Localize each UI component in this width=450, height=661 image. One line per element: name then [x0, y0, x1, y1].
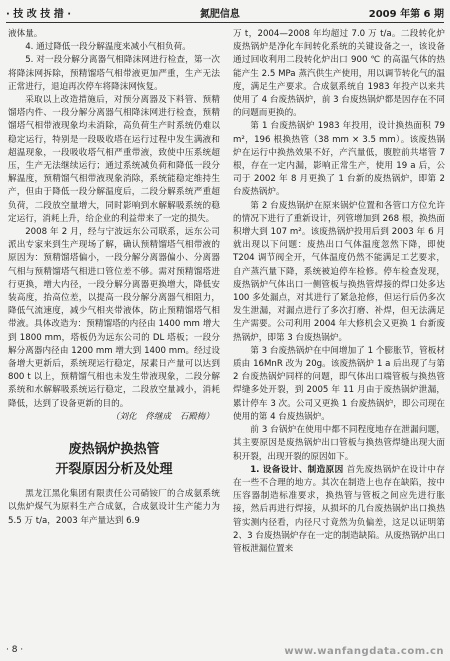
- paragraph: 第 3 台废热锅炉在中间增加了 1 个膨胀节，管板材质由 16MnR 改为 20g。该废热锅炉 1 a 后出现了与第 2 台废热锅炉同样的问题，即气体出口端管板与换热管焊缝多处开裂，到 2005 年 11 月由于废热锅炉泄漏，累计停车 3 次。公司又更换 1 台废热锅炉，即公司现在使用的第 4 台废热锅炉。: [233, 345, 445, 422]
- paragraph: 5. 对一段分解分离器气相降沫网进行检查，第一次将降沫网拆除，预精馏塔气相带液更加严重，生产无法正常进行，退迫再次停车将降沫网恢复。: [8, 55, 220, 92]
- paragraph: 第 1 台废热锅炉 1983 年投用，设计换热面积 79 m²，196 根换热管（38 mm × 3.5 mm）。该废热锅炉在运行中换热效果不好，产汽量低，腹腔前共堵管 7 根，存在一定内漏，影响正常生产，使用 19 a 后，公司于 2002 年 8 月更换了 1 台新的废热锅炉，即第 2 台废热锅炉。: [233, 121, 445, 198]
- page-number: · 8 ·: [6, 645, 24, 655]
- header-journal-name: 氮肥信息: [199, 8, 240, 20]
- header-issue: 2009 年第 6 期: [368, 8, 444, 20]
- page-header: [6, 2, 444, 23]
- author-byline: （刘化 佟继成 石殿梅）: [110, 411, 214, 422]
- article-title-line2: 开裂原因分析及处理: [55, 462, 173, 478]
- left-column: [8, 28, 220, 528]
- paragraph: [233, 464, 445, 556]
- right-column: [233, 28, 445, 556]
- watermark: www.wanfangdata.com.cn: [284, 646, 444, 657]
- paragraph: 第 2 台废热锅炉在原来锅炉位置和各管口方位允许的情况下进行了重新设计，列管增加到 268 根，换热面积增大到 107 m²。该废热锅炉投用后到 2003 年 6 月就出现以下问题：废热出口气体温度忽然下降，即使 T204 调节阀全开，气体温度仍然不能满足工艺要求，自产蒸汽量下降，系统被迫停车检修。停车检查发现，废热锅炉气体出口一侧管板与换热管焊接的焊口处多达 100 多处漏点，对其进行了紧急抢修，但运行后仍多次发生泄漏，对漏点进行了多次打磨、补焊，但无法满足生产需要。公司利用 2004 年大修机会又更换 1 台新废热锅炉，即第 3 台废热锅炉。: [233, 200, 445, 343]
- section-body: 首先废热锅炉在设计中存在一些不合理的地方。其次在制造上也存在缺陷，按中压容器制造标准要求，换热管与管板之间应先进行胀接，然后再进行焊接，从损坏的几台废热锅炉出口换热管实测内径看，内径尺寸竟然为负偏差，这足以证明第 2、3 台废热锅炉存在一定的制造缺陷。从废热锅炉出口管板泄漏位置来: [233, 464, 445, 554]
- paragraph: 2008 年 2 月，经与宁波远东公司联系，远东公司派出专家来到生产现场了解，确认预精馏塔气相带液的原因为：预精馏塔偏小，一段分解分离器偏小、分离器气相与预精馏塔气相进口管位差不够。需对预精馏塔进行更换，增大内径，一段分解分离器更换增大，降低安装高度，抬高位差，以提高一段分解分离器气相阻力，降低气流速度，减少气相夹带液体，防止预精馏塔气相带液。具体改造为：预精馏塔的内径由 1400 mm 增大到 1800 mm，塔板仍为远东公司的 DL 塔板；一段分解分离器内径由 1200 mm 增大到 1400 mm。经过设备增大更新后，系统现运行稳定，尿素日产量可以达到 800 t 以上，预精馏气相也未发生带液现象，二段分解系统和水解解吸系统运行稳定，二段放空量减小，消耗降低，达到了设备更新的目的。: [8, 227, 220, 409]
- header-section-label: · 技 改 技 措 ·: [6, 8, 72, 20]
- paragraph: 前 3 台锅炉在使用中都不同程度地存在泄漏问题，其主要原因是废热锅炉出口管板与换热管焊缝出现大面积开裂，出现开裂的原因如下。: [233, 425, 445, 462]
- paragraph: 液体量。: [8, 29, 43, 39]
- article-title-line1: 废热锅炉换热管: [68, 442, 160, 458]
- paragraph: 采取以上改造措施后，对预分离器及下料管、预精馏塔内件、一段分解分离器气相降沫网进行检查，预精馏塔气相带液现象均未消除，高负荷生产时系统仍难以稳定运行，特别是一段吸收塔在运行过程中发生满液和超温现象，一段吸收塔气相严重带液，致使中压系统超压，生产无法继续运行；通过系统减负荷和降低一段分解温度，预精馏气相带液现象消除，系统能稳定维持生产，但由于降低一段分解温度后，二段分解系统严重超负荷，二段放空量增大，同时影响到水解解吸系统的稳定运行，消耗上升，给企业的利益带来了一定的损失。: [8, 95, 220, 224]
- paragraph: 万 t，2004—2008 年均超过 7.0 万 t/a。二段转化炉废热锅炉是净化车间转化系统的关键设备之一，该设备通过回收利用二段转化炉出口 900 ℃ 的高温气体的热能产生 2.5 MPa 蒸汽供生产使用，用以调节转化气的温度，满足生产要求。合成氨系统自 1983 年投产以来共使用了 4 台废热锅炉，前 3 台废热锅炉都是因存在不同的问题而更换的。: [233, 29, 445, 119]
- paragraph: 黑龙江黑化集团有限责任公司硝铵厂的合成氨系统以焦炉煤气为原料生产合成氨，合成氨设计生产能力为 5.5 万 t/a，2003 年产量达到 6.9: [8, 489, 220, 526]
- article-title: [8, 440, 220, 480]
- section-heading: 1. 设备设计、制造原因: [250, 464, 344, 475]
- paragraph: 4. 通过降低一段分解温度来减小气相负荷。: [25, 42, 191, 53]
